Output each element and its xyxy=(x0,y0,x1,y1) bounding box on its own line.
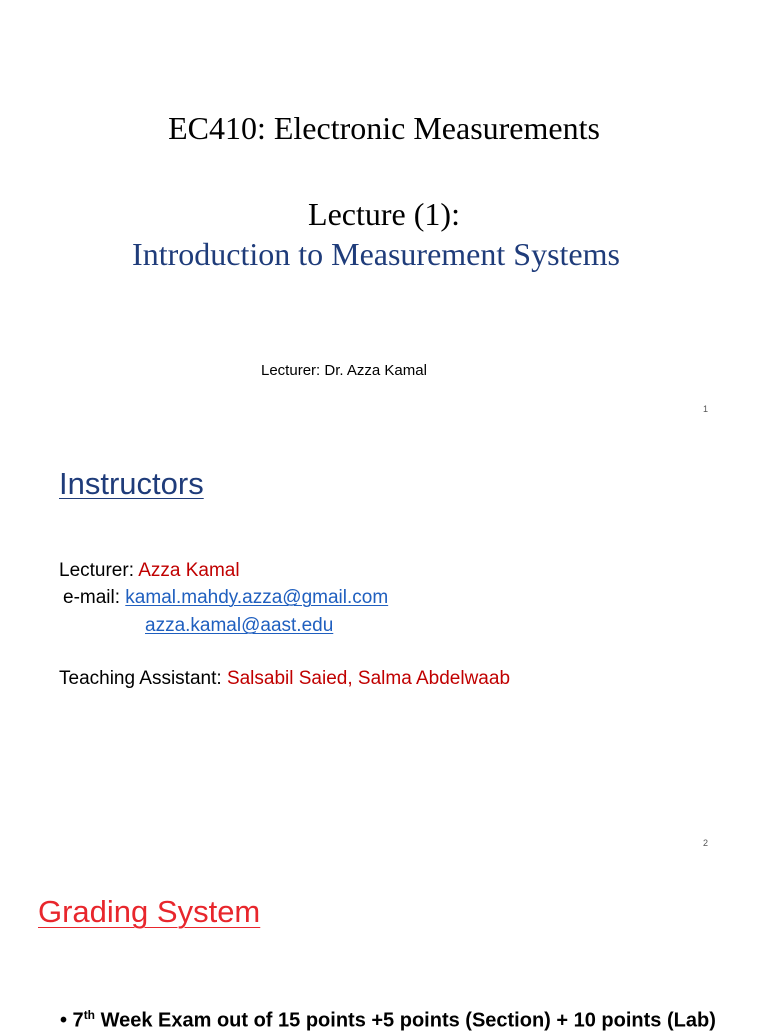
page-number: 1 xyxy=(702,404,708,414)
bullet-superscript: th xyxy=(83,1008,96,1022)
page-number: 2 xyxy=(702,838,708,848)
bullet-prefix: • 7 xyxy=(60,1009,84,1032)
email-link-gmail[interactable]: kamal.mahdy.azza@gmail.com xyxy=(125,587,389,608)
course-title: EC410: Electronic Measurements xyxy=(168,110,600,146)
email-label: e-mail: xyxy=(63,587,126,608)
slide-1 xyxy=(0,0,768,430)
ta-names: Salsabil Saied, Salma Abdelwaab xyxy=(226,668,511,689)
slide-3 xyxy=(0,864,768,1032)
ta-label: Teaching Assistant: xyxy=(59,668,227,689)
slide-2 xyxy=(0,432,768,862)
lecture-number: Lecture (1): xyxy=(308,196,460,232)
instructors-heading: Instructors xyxy=(59,466,204,501)
email-row-2 xyxy=(145,615,333,637)
lecturer-name: Azza Kamal xyxy=(138,560,240,581)
grading-heading: Grading System xyxy=(38,894,261,929)
grading-bullet xyxy=(60,1008,716,1033)
lecture-subtitle: Introduction to Measurement Systems xyxy=(132,236,620,272)
email-link-aast[interactable]: azza.kamal@aast.edu xyxy=(145,615,334,636)
lecturer-line: Lecturer: Dr. Azza Kamal xyxy=(261,362,427,379)
email-row xyxy=(63,587,388,609)
lecturer-row xyxy=(59,560,240,582)
bullet-text: Week Exam out of 15 points +5 points (Section) + 10 points (Lab) xyxy=(95,1009,716,1032)
lecturer-label: Lecturer: xyxy=(59,560,139,581)
teaching-assistant-row xyxy=(59,668,510,690)
